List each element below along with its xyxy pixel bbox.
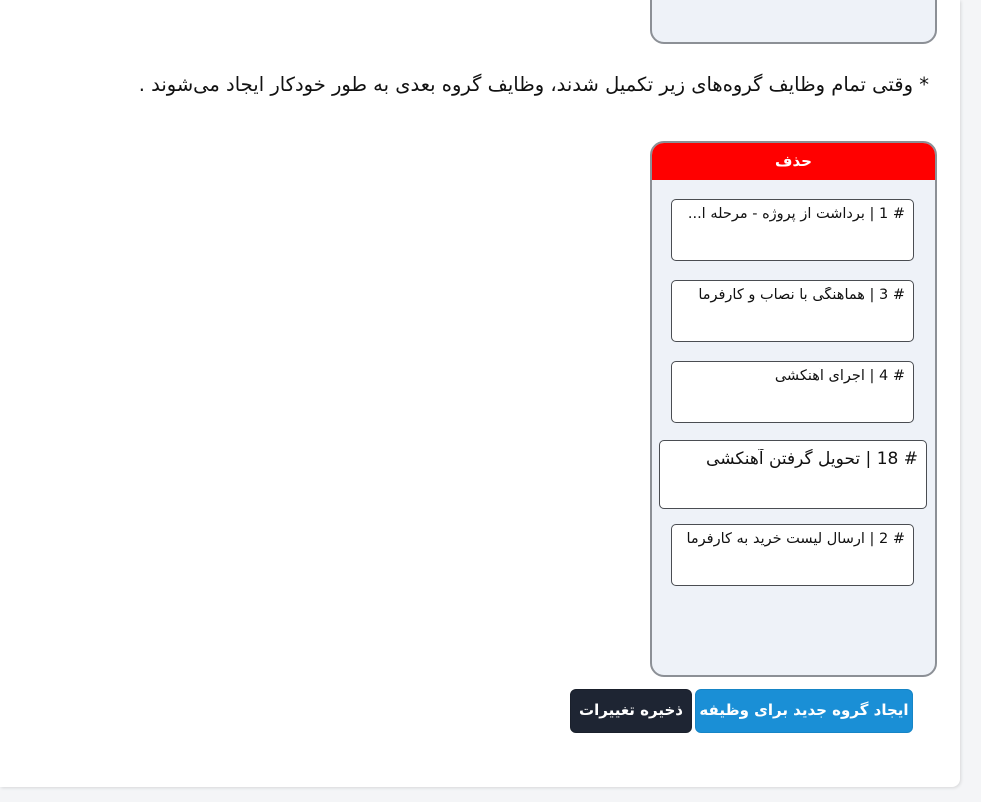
task-item[interactable] bbox=[671, 524, 914, 586]
task-label: # 3 | هماهنگی با نصاب و کارفرما bbox=[698, 287, 905, 303]
task-label: # 1 | برداشت از پروژه - مرحله آ... bbox=[687, 206, 905, 222]
task-label: # 18 | تحویل گرفتن آهنکشی bbox=[706, 449, 918, 469]
task-label: # 4 | اجرای آهنکشی bbox=[774, 368, 905, 384]
task-group-card[interactable] bbox=[650, 141, 937, 677]
task-item[interactable] bbox=[671, 199, 914, 261]
auto-create-notice: * وقتی تمام وظایف گروه‌های زیر تکمیل شدند، وظایف گروه بعدی به طور خودکار ایجاد می‌شوند . bbox=[138, 73, 929, 96]
task-item[interactable] bbox=[671, 361, 914, 423]
previous-task-group-card bbox=[650, 0, 937, 44]
create-group-button[interactable]: ایجاد گروه جدید برای وظیفه bbox=[695, 689, 913, 733]
task-item-dragging[interactable] bbox=[659, 440, 927, 509]
save-changes-button[interactable]: ذخیره تغییرات bbox=[570, 689, 692, 733]
task-item[interactable] bbox=[671, 280, 914, 342]
task-label: # 2 | ارسال لیست خرید به کارفرما bbox=[686, 531, 905, 547]
delete-group-button[interactable]: حذف bbox=[652, 143, 935, 180]
